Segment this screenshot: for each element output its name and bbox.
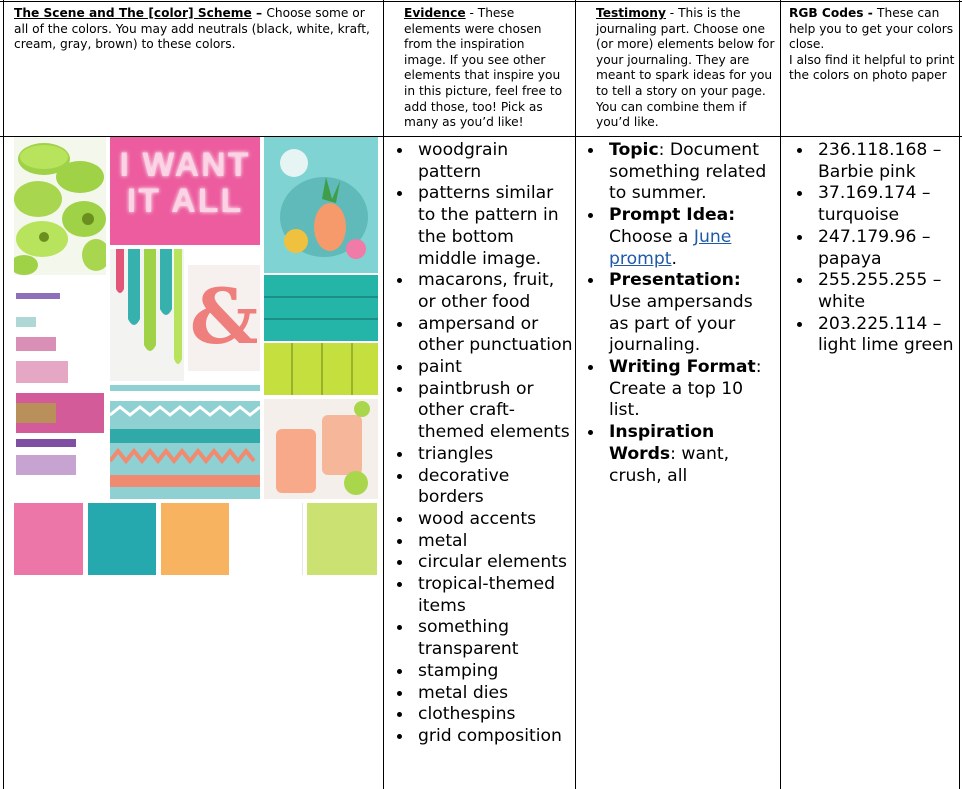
swatch-light-lime-green xyxy=(307,503,377,575)
rgb-item: 37.169.174 – turquoise xyxy=(818,183,958,226)
macarons-image xyxy=(14,137,106,275)
topic-text: : Document something related to summer. xyxy=(609,140,767,204)
neon-sign-text xyxy=(110,147,260,219)
ampersand-glyph: & xyxy=(189,272,259,361)
rgb-item: 255.255.255 – white xyxy=(818,270,958,313)
header-evidence-title: Evidence xyxy=(404,6,466,20)
column-divider-1 xyxy=(383,0,384,789)
evidence-item: circular elements xyxy=(418,552,573,574)
testimony-list xyxy=(609,140,775,487)
evidence-item: ampersand or other punctuation xyxy=(418,313,573,356)
neon-sign-line-1: I WANT xyxy=(119,146,251,184)
header-rgb xyxy=(789,6,955,84)
evidence-item: wood accents xyxy=(418,509,573,531)
header-rgb-title: RGB Codes xyxy=(789,6,864,20)
evidence-item: paintbrush or other craft-themed elements xyxy=(418,379,573,444)
rgb-item: 247.179.96 – papaya xyxy=(818,227,958,270)
evidence-item: tropical-themed items xyxy=(418,574,573,617)
ampersand-image xyxy=(188,265,260,371)
prompt-label: Prompt Idea: xyxy=(609,205,736,226)
header-evidence-dash: - xyxy=(465,6,478,20)
writing-format-text: : Create a top 10 list. xyxy=(609,357,762,421)
evidence-item: patterns similar to the pattern in the bottom middle image. xyxy=(418,183,573,270)
header-evidence-text: These elements were chosen from the inspiration image. If you see other elements that inspire you in this picture, feel free to add those, too! Pick as many as you’d like! xyxy=(404,6,563,130)
table-border-top xyxy=(0,1,962,2)
evidence-item: decorative borders xyxy=(418,466,573,509)
hanging-paint-image xyxy=(110,249,184,381)
table-border-right xyxy=(959,0,960,789)
table-border-left xyxy=(3,0,4,789)
evidence-list xyxy=(418,140,573,748)
evidence-item: something transparent xyxy=(418,617,573,660)
swatch-papaya xyxy=(161,503,229,575)
evidence-item: stamping xyxy=(418,661,573,683)
evidence-item: paint xyxy=(418,357,573,379)
testimony-list-cell xyxy=(609,140,775,487)
testimony-item-topic xyxy=(609,140,775,205)
inspiration-moodboard xyxy=(14,137,378,577)
header-scene-text: Choose some or all of the colors. You may add neutrals (black, white, kraft, cream, gray, brown) to these colors. xyxy=(14,6,370,52)
header-rgb-text: These can help you to get your colors close. xyxy=(789,6,954,52)
header-evidence xyxy=(404,6,570,131)
header-scene-dash: – xyxy=(251,6,267,20)
june-prompt-link[interactable]: June prompt xyxy=(609,226,732,269)
header-testimony-dash: - xyxy=(665,6,679,20)
testimony-item-inspiration-words xyxy=(609,422,775,487)
evidence-item: macarons, fruit, or other food xyxy=(418,270,573,313)
testimony-item-presentation xyxy=(609,270,775,357)
turquoise-wood-image xyxy=(264,275,378,341)
header-rgb-dash: - xyxy=(863,6,878,20)
header-scene-title: The Scene and The [color] Scheme xyxy=(14,6,252,20)
column-divider-2 xyxy=(575,0,576,789)
testimony-item-prompt xyxy=(609,205,775,270)
evidence-item: metal dies xyxy=(418,683,573,705)
swatch-turquoise xyxy=(88,503,156,575)
header-testimony-text: This is the journaling part. Choose one (or more) elements below for your journaling. They are meant to spark ideas for you to tell a story on your page. You can combine them if you’d like. xyxy=(596,6,775,130)
writing-format-label: Writing Format xyxy=(609,357,756,378)
header-rgb-note: I also find it helpful to print the colors on photo paper xyxy=(789,52,955,83)
testimony-item-writing-format xyxy=(609,357,775,422)
evidence-item: woodgrain pattern xyxy=(418,140,573,183)
drinks-image xyxy=(264,399,378,499)
evidence-item: clothespins xyxy=(418,704,573,726)
evidence-item: triangles xyxy=(418,444,573,466)
evidence-item: grid composition xyxy=(418,726,573,748)
neon-sign-line-2: IT ALL xyxy=(126,182,244,220)
paintbrush-image xyxy=(14,279,106,499)
neon-sign-image xyxy=(110,137,260,245)
presentation-label: Presentation: xyxy=(609,270,741,291)
inspiration-words-text: : want, crush, all xyxy=(609,443,730,486)
swatch-white xyxy=(234,503,303,575)
header-testimony-title: Testimony xyxy=(596,6,666,20)
rgb-list-cell xyxy=(818,140,958,357)
topic-label: Topic xyxy=(609,140,659,160)
evidence-list-cell xyxy=(418,140,573,748)
rgb-item: 236.118.168 – Barbie pink xyxy=(818,140,958,183)
evidence-item: metal xyxy=(418,531,573,553)
presentation-text: Use ampersands as part of your journaling. xyxy=(609,291,753,356)
rgb-list xyxy=(818,140,958,357)
tropical-fruit-image xyxy=(264,137,378,273)
column-divider-3 xyxy=(780,0,781,789)
inspiration-words-label: Inspiration Words xyxy=(609,422,715,464)
swatch-barbie-pink xyxy=(14,503,83,575)
prompt-text-post: . xyxy=(671,248,677,269)
tribal-pattern-image xyxy=(110,385,260,499)
rgb-item: 203.225.114 – light lime green xyxy=(818,314,958,357)
lime-wood-image xyxy=(264,343,378,395)
header-scene xyxy=(14,6,378,53)
prompt-text-pre: Choose a xyxy=(609,226,694,247)
header-testimony xyxy=(596,6,776,131)
